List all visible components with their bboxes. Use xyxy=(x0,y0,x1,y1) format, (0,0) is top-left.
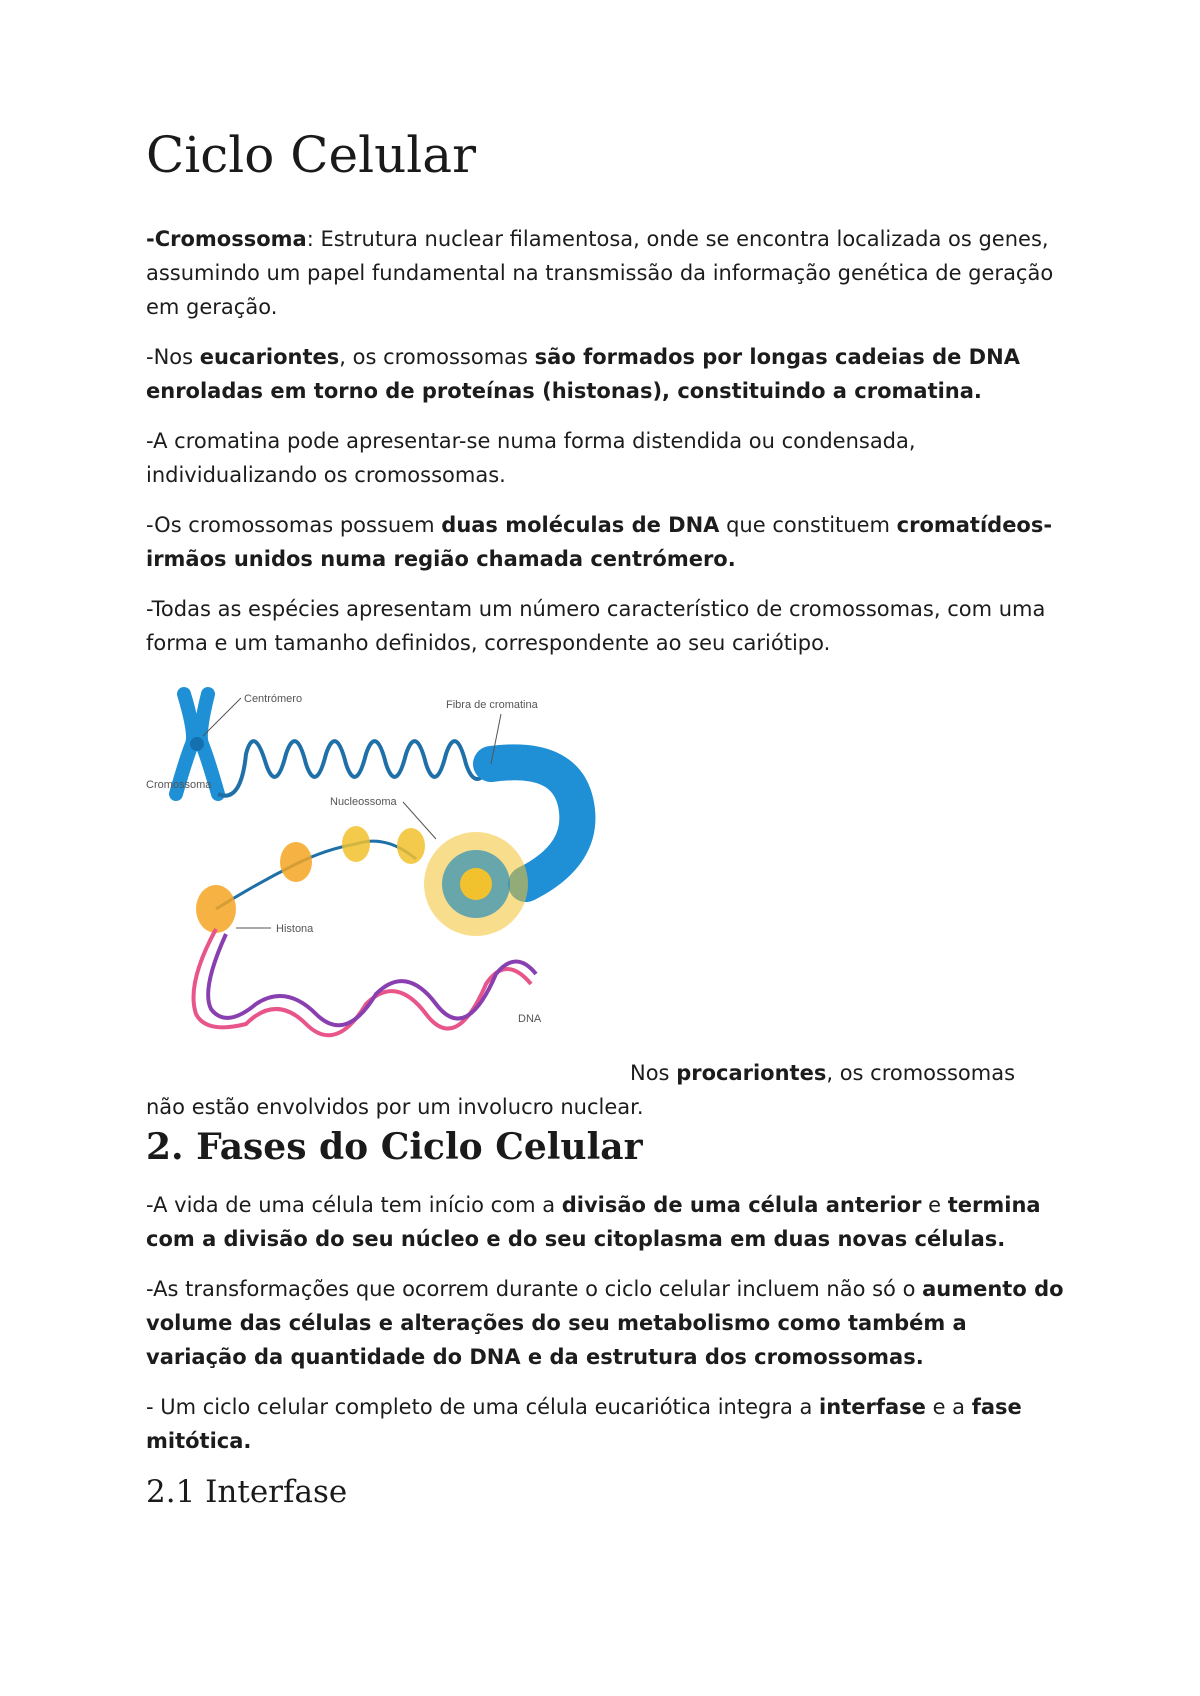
paragraph-transformacoes xyxy=(146,1272,1066,1374)
chromatin-fiber xyxy=(218,741,491,796)
text-fragment: -A vida de uma célula tem início com a xyxy=(146,1193,562,1217)
text-fragment: e xyxy=(921,1193,948,1217)
section-heading-fases: 2. Fases do Ciclo Celular xyxy=(146,1126,643,1168)
paragraph-vida-celula xyxy=(146,1188,1066,1256)
label-cromossoma: Cromossoma xyxy=(146,779,212,791)
label-centromero: Centrómero xyxy=(244,693,303,705)
subsection-heading-interfase: 2.1 Interfase xyxy=(146,1474,348,1510)
label-histona: Histona xyxy=(276,923,314,935)
text-fragment: que constituem xyxy=(719,513,897,537)
term-procariontes: procariontes xyxy=(676,1061,827,1085)
bold-fragment: cromatídeos-irmãos unidos numa região chamada centrómero. xyxy=(146,513,1053,571)
paragraph-ciclo-completo xyxy=(146,1390,1066,1458)
text-fragment: , os cromossomas xyxy=(339,345,535,369)
text-fragment: -Nos xyxy=(146,345,200,369)
term-cromossoma: -Cromossoma xyxy=(146,227,307,251)
bold-fragment: aumento do volume das células e alterações do seu metabolismo como também a variação da quantidade do DNA e da estrutura dos cromossomas. xyxy=(146,1277,1064,1369)
definition-cromossoma: : Estrutura nuclear filamentosa, onde se encontra localizada os genes, assumindo um papel fundamental na transmissão da informação genética de geração em geração. xyxy=(146,227,1054,319)
page-title: Ciclo Celular xyxy=(146,126,476,184)
bold-fragment: são formados por longas cadeias de DNA enroladas em torno de proteínas (histonas), constituindo a cromatina. xyxy=(146,345,1020,403)
bold-fragment: termina com a divisão do seu núcleo e do seu citoplasma em duas novas células. xyxy=(146,1193,1041,1251)
paragraph-dna-molecules xyxy=(146,508,1066,576)
chromosome-structure-figure xyxy=(146,684,626,1080)
paragraph-cariotipo: -Todas as espécies apresentam um número característico de cromossomas, com uma forma e um tamanho definidos, correspondente ao seu cariótipo. xyxy=(146,597,1046,655)
text-fragment: - Um ciclo celular completo de uma célula eucariótica integra a xyxy=(146,1395,820,1419)
label-dna: DNA xyxy=(518,1013,542,1025)
label-fibra-cromatina: Fibra de cromatina xyxy=(446,699,538,711)
dna-double-helix xyxy=(194,929,537,1035)
label-nucleossoma: Nucleossoma xyxy=(330,796,397,808)
text-fragment: Nos xyxy=(630,1061,677,1085)
paragraph-cromatina: -A cromatina pode apresentar-se numa forma distendida ou condensada, individualizando os cromossomas. xyxy=(146,429,916,487)
paragraph-eucariontes xyxy=(146,340,1066,408)
term-fase-mitotica: fase mitótica. xyxy=(146,1395,1022,1453)
bold-fragment: divisão de uma célula anterior xyxy=(561,1193,922,1217)
text-fragment: -As transformações que ocorrem durante o ciclo celular incluem não só o xyxy=(146,1277,923,1301)
text-fragment: , os cromossomas xyxy=(826,1061,1016,1085)
term-eucariontes: eucariontes xyxy=(199,345,340,369)
paragraph-procariontes-line1 xyxy=(630,1056,1015,1090)
term-interfase: interfase xyxy=(819,1395,926,1419)
solenoid-cross-section xyxy=(424,832,528,936)
text-fragment: e a xyxy=(925,1395,972,1419)
paragraph-procariontes-line2: não estão envolvidos por um involucro nuclear. xyxy=(146,1095,644,1119)
paragraph-cromossoma xyxy=(146,222,1066,324)
bold-fragment: duas moléculas de DNA xyxy=(441,513,720,537)
nucleosome-beads xyxy=(196,826,425,933)
text-fragment: -Os cromossomas possuem xyxy=(146,513,442,537)
